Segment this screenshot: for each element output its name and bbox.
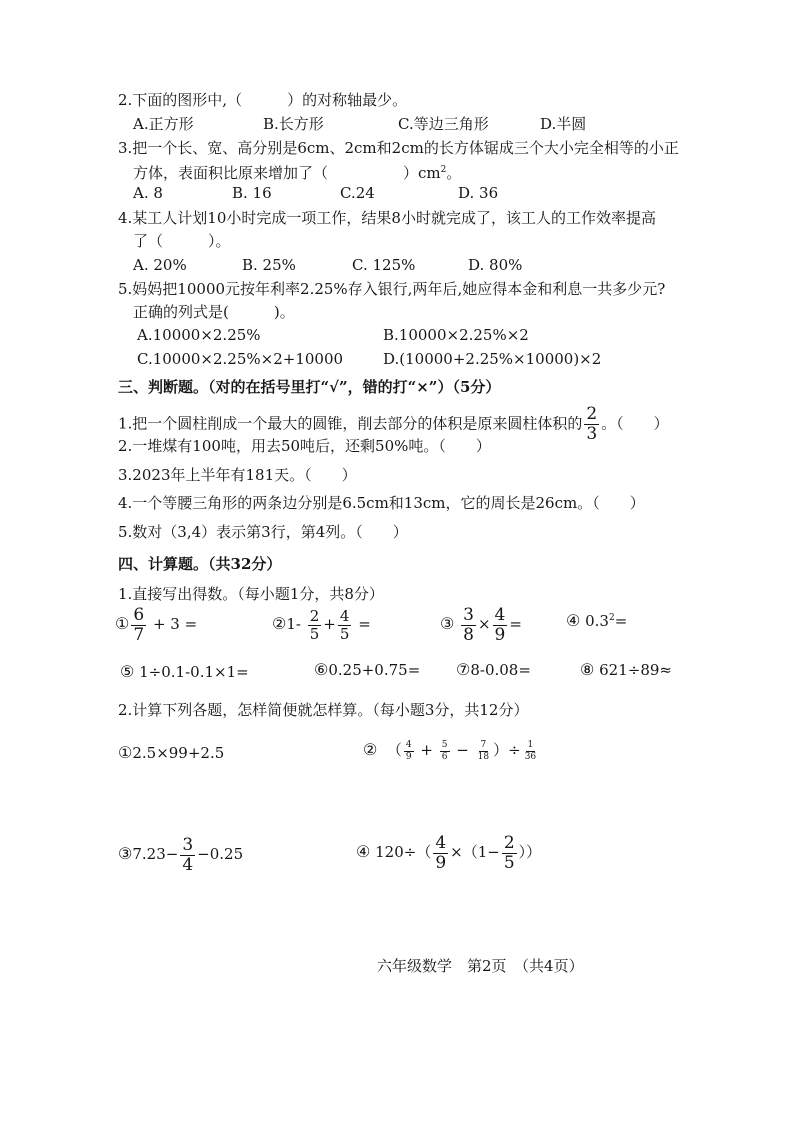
judge-q1-fraction: $\frac{2}{3}$ [586,404,598,444]
calc-part1-title: 1.直接写出得数。（每小题1分，共8分） [118,585,384,603]
judge-q2: 2.一堆煤有100吨，用去50吨后，还剩50%吨。（ ） [118,437,491,455]
mc-q4-option-d: D. 80% [468,256,523,274]
calc-p1-g: ⑦8-0.08= [456,660,531,679]
mc-q2-option-b: B.长方形 [263,115,324,133]
calc-p2-d: ④ 120÷（ $\frac{4}{9}$ ×（1− $\frac{2}{5}$ ）） [356,832,542,873]
calc-section-title: 四、计算题。（共32分） [118,555,282,573]
judge-q3: 3.2023年上半年有181天。（ ） [118,466,357,484]
mc-q5-option-a: A.10000×2.25% [137,326,261,344]
mc-q4-line2: 了（ ）。 [133,232,231,250]
mc-q5-line1: 5.妈妈把10000元按年利率2.25%存入银行,两年后,她应得本金和利息一共多少元? [118,280,666,298]
calc-p2-c: ③7.23− $\frac{3}{4}$ −0.25 [118,834,244,875]
calc-p1-e: ⑤ 1÷0.1-0.1×1= [120,662,249,681]
mc-q2-option-a: A.正方形 [133,115,194,133]
mc-q4-option-b: B. 25% [242,256,296,274]
calc-p1-b: ②1- $\frac{2}{5}$ + $\frac{4}{5}$ = [272,606,371,643]
mc-q3-option-b: B. 16 [232,184,272,202]
calc-p1-c: ③ $\frac{3}{8}$ × $\frac{4}{9}$ = [440,604,522,645]
calc-part2-title: 2.计算下列各题，怎样简便就怎样算。（每小题3分，共12分） [118,701,529,719]
mc-q5-option-d: D.(10000+2.25%×10000)×2 [383,350,602,368]
mc-q2-stem: 2.下面的图形中,（ ）的对称轴最少。 [118,91,408,109]
mc-q3-line2: 方体，表面积比原来增加了（ ）$cm^2$。 [133,164,462,182]
calc-p2-a: ①2.5×99+2.5 [118,743,225,762]
mc-q3-line1: 3.把一个长、宽、高分别是6cm、2cm和2cm的长方体锯成三个大小完全相等的小正 [118,139,679,157]
mc-q5-line2: 正确的列式是( )。 [133,303,295,321]
judge-q5: 5.数对（3,4）表示第3行，第4列。（ ） [118,523,408,541]
calc-p1-d: ④ $0.3^2=$ [566,611,628,630]
mc-q4-line1: 4.某工人计划10小时完成一项工作，结果8小时就完成了，该工人的工作效率提高 [118,209,656,227]
mc-q3-option-c: C.24 [340,184,375,202]
mc-q2-option-d: D.半圆 [540,115,587,133]
calc-p1-f: ⑥0.25+0.75= [314,660,421,679]
page-footer: 六年级数学 第2页 （共4页） [377,957,584,975]
calc-p2-b: ② （ $\frac{4}{9}$ + $\frac{5}{6}$ − $\frac{7}{18}$ ）÷ $\frac{1}{36}$ [363,739,537,762]
mc-q3-option-d: D. 36 [458,184,499,202]
mc-q4-option-c: C. 125% [352,256,416,274]
calc-p1-a: ① $\frac{6}{7}$ + 3 = [115,604,198,645]
mc-q3-option-a: A. 8 [133,184,163,202]
mc-q5-option-c: C.10000×2.25%×2+10000 [137,350,344,368]
mc-q5-option-b: B.10000×2.25%×2 [383,326,529,344]
judge-q1: 1.把一个圆柱削成一个最大的圆锥，削去部分的体积是原来圆柱体积的 $\frac{2}{3}$ 。（ ） [118,404,669,444]
judge-section-title: 三、判断题。（对的在括号里打“√”，错的打“×”）（5分） [118,378,501,396]
mc-q2-option-c: C.等边三角形 [398,115,489,133]
calc-p1-h: ⑧ 621÷89≈ [580,660,672,679]
mc-q4-option-a: A. 20% [133,256,187,274]
judge-q4: 4.一个等腰三角形的两条边分别是6.5cm和13cm，它的周长是26cm。（ ） [118,494,645,512]
